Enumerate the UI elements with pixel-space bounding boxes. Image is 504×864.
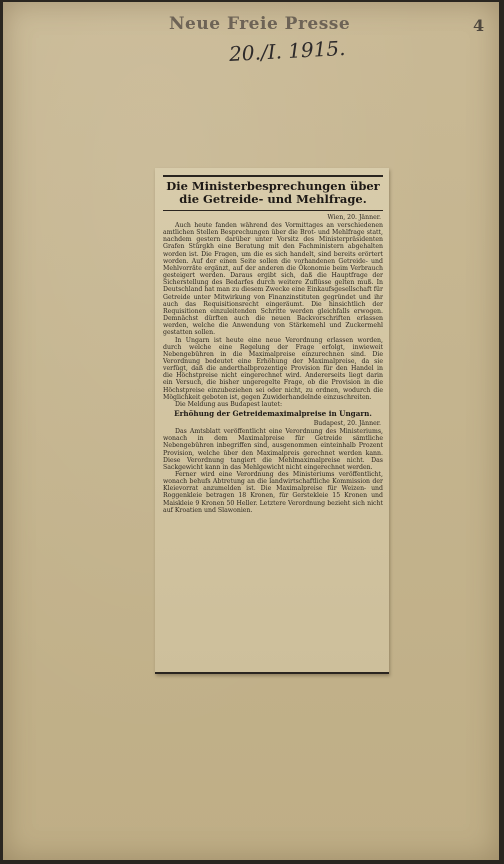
- newspaper-source-stamp: Neue Freie Presse: [169, 14, 351, 34]
- title-rule: [163, 210, 383, 211]
- paragraph-official-gazette: Das Amtsblatt veröffentlicht eine Verordnung des Ministeriums, wonach in dem Maximalpreise für Getreide sämtliche Nebengebühren inbegriffen sind, ausgenommen einteinhalb Prozent Provision, welche über den Maximalpreis gerechnet werden kann. Diese Verordnung tangiert die Mehlmaximalpreise nicht. Das Sackgewicht kann in das Mehlgewicht nicht eingerechnet werden.: [163, 428, 383, 471]
- dateline-vienna: Wien, 20. Jänner.: [327, 214, 381, 221]
- dateline-budapest: Budapest, 20. Jänner.: [313, 420, 381, 428]
- bottom-rule: [155, 672, 389, 674]
- archive-sheet: [3, 2, 499, 860]
- paragraph-vienna: Auch heute fanden während des Vormittages an verschiedenen amtlichen Stellen Besprechungen über die Brot- und Mehlfrage statt, nachdem gestern darüber unter Vorsitz des Ministerpräsidenten Grafen Stürgkh eine Beratung mit den Fachministern abgehalten worden ist. Die Fragen, um die es sich handelt, sind bereits erörtert worden. Auf der einen Seite sollen die vorhandenen Getreide- und Mehlvorräte ergänzt, auf der anderen die Ökonomie beim Verbrauch gesteigert werden. Daraus ergibt sich, daß die Hauptfrage der Sicherstellung des Bedarfes durch weitere Zuflüsse gelten muß. In Deutschland hat man zu diesem Zwecke eine Einkaufsgesellschaft für Getreide unter Mitwirkung von Finanzinstituten gegründet und ihr auch das Requisitionsrecht eingeräumt. Die hinsichtlich der Requisitionen einzuleitenden Schritte werden gleichfalls erwogen. Demnächst dürften auch die neuen Backvorschriften erlassen werden, welche die Anwendung von Stärkemehl und Zuckermehl gestatten sollen.: [163, 222, 383, 337]
- top-rule: [163, 175, 383, 177]
- newspaper-clipping: [155, 168, 389, 674]
- paragraph-budapest-intro: Die Meldung aus Budapest lautet:: [175, 400, 283, 408]
- subheading-price-increase: Erhöhung der Getreidemaximalpreise in Ungarn.: [174, 409, 372, 419]
- paragraph-hungary: In Ungarn ist heute eine neue Verordnung erlassen worden, durch welche eine Regelung der Frage erfolgt, inwieweit Nebengebühren in die Maximalpreise einzurechnen sind. Die Verordnung bedeutet eine Erhöhung der Maximalpreise, da sie verfügt, daß die anderthalbprozentige Provision für den Handel in die Höchstpreise nicht eingerechnet wird. Andererseits liegt darin ein Versuch, die bisher ungeregelte Frage, ob die Provision in die Höchstpreise einzubeziehen sei oder nicht, zu ordnen, wodurch die Möglichkeit geboten ist, gegen Zuwiderhandelnde einzuschreiten.: [163, 336, 383, 401]
- handwritten-date: 20./I. 1915.: [228, 35, 346, 67]
- article-title: Die Ministerbesprechungen über die Getreide- und Mehlfrage.: [166, 179, 380, 206]
- page-number: 4: [473, 16, 485, 35]
- paragraph-bran-regulation: Ferner wird eine Verordnung des Ministeriums veröffentlicht, wonach behufs Abtretung an die landwirtschaftliche Kommission der Kleievorrat anzumelden ist. Die Maximalpreise für Weizen- und Roggenkleie betragen 18 Kronen, für Gerstekleie 15 Kronen und Maiskleie 9 Kronen 50 Heller. Letztere Verordnung bezieht sich nicht auf Kroatien und Slawonien.: [163, 471, 383, 514]
- clipping-content: [163, 175, 383, 668]
